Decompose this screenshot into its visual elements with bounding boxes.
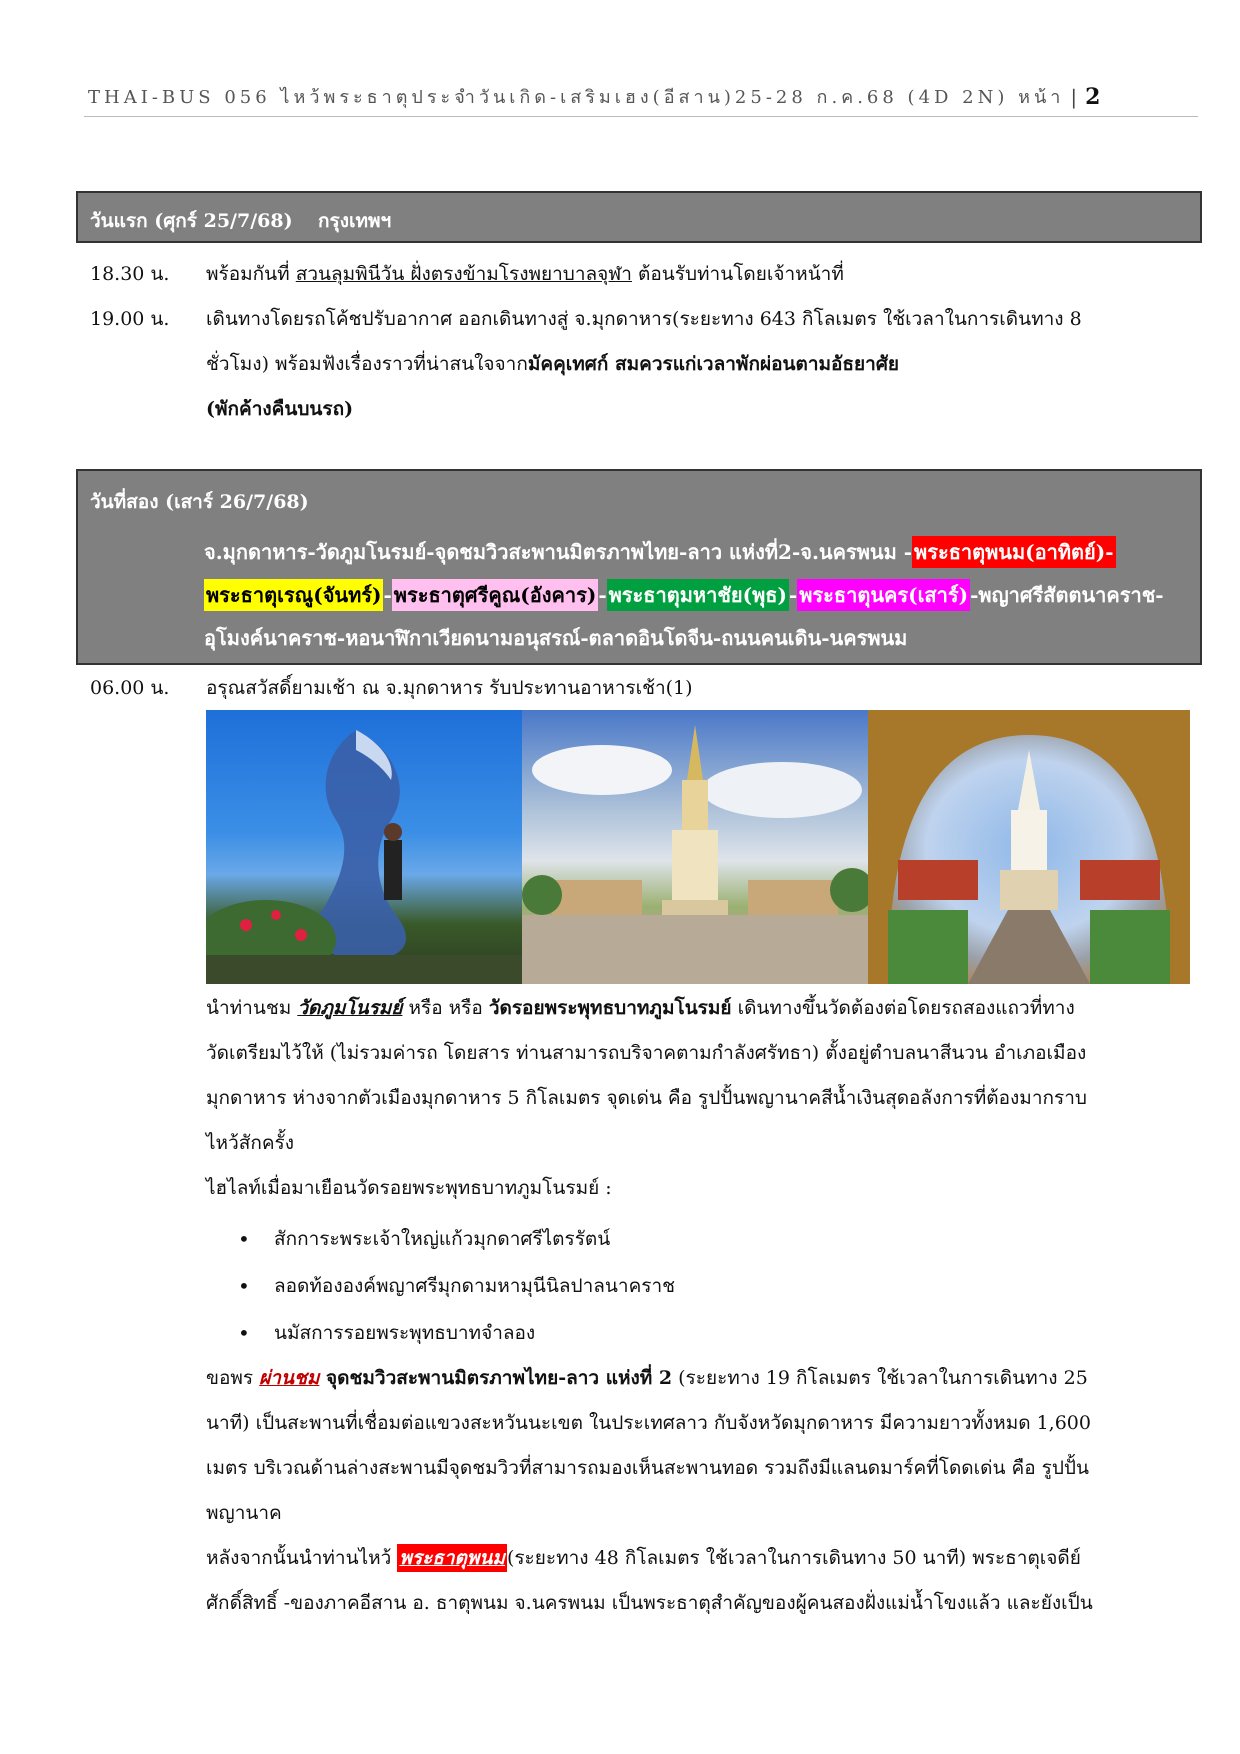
day2-route: จ.มุกดาหาร-วัดภูมโนรมย์-จุดชมวิวสะพานมิตรภาพไทย-ลาว แห่งที่2-จ.นครพนม - พระธาตุพนม(อาทิตย์)- พระธาตุเรณู(จันทร์) - พระธาตุศรีคูณ(อังคาร) - พระธาตุมหาชัย(พุธ) - พระธาตุนคร(เสาร์) -พญาศรีสัตตนาคราช- อุโมงค์นาคราช-หอนาฬิกาเวียดนามอนุสรณ์-ตลาดอินโดจีน-ถนนคนเดิน-นครพนม bbox=[204, 531, 1194, 660]
list-item: • สักการะพระเจ้าใหญ่แก้วมุกดาศรีไตรรัตน์ bbox=[238, 1216, 675, 1263]
item-text: อรุณสวัสดิ์ยามเช้า ณ จ.มุกดาหาร รับประทานอาหารเช้า(1) bbox=[206, 677, 693, 699]
highlight-saturday: พระธาตุนคร(เสาร์) bbox=[797, 579, 970, 611]
day1-title: วันแรก (ศุกร์ 25/7/68) bbox=[90, 210, 293, 232]
list-item: • นมัสการรอยพระพุทธบาทจำลอง bbox=[238, 1310, 675, 1357]
bridge-description: ขอพร ผ่านชม จุดชมวิวสะพานมิตรภาพไทย-ลาว แห่งที่ 2 (ระยะทาง 19 กิโลเมตร ใช้เวลาในการเดินทาง 25 นาที) เป็นสะพานที่เชื่อมต่อแขวงสะหวันนะเขต ในประเทศลาว กับจังหวัดมุกดาหาร มีความยาวทั้งหมด 1,600 เมตร บริเวณด้านล่างสะพานมีจุดชมวิวที่สามารถมองเห็นสะพานทอด รวมถึงมีแลนดมาร์คที่โดดเด่น คือ รูปปั้น พญานาค bbox=[206, 1367, 1091, 1524]
day1-item-1900 bbox=[90, 297, 1200, 432]
day2-item-0600 bbox=[90, 668, 1200, 708]
time-label: 19.00 น. bbox=[90, 308, 170, 330]
header-divider bbox=[84, 116, 1198, 117]
time-label: 06.00 น. bbox=[90, 677, 170, 699]
temple-alt-name: วัดรอยพระพุทธบาทภูมโนรมย์ bbox=[488, 997, 732, 1019]
phanom-description: หลังจากนั้นนำท่านไหว้ พระธาตุพนม (ระยะทาง 48 กิโลเมตร ใช้เวลาในการเดินทาง 50 นาที) พระธาตุเจดีย์ ศักดิ์สิทธิ์ -ของภาคอีสาน อ. ธาตุพนม จ.นครพนม เป็นพระธาตุสำคัญของผู้คนสองฝั่งแม่น้ำโขงแล้ว และยังเป็น bbox=[90, 1536, 1200, 1626]
item-text: พร้อมกันที่ สวนลุมพินีวัน ฝั่งตรงข้ามโรงพยาบาลจุฬา ต้อนรับท่านโดยเจ้าหน้าที่ bbox=[206, 263, 844, 285]
naga-statue-photo bbox=[206, 710, 522, 984]
highlight-list bbox=[238, 1216, 675, 1357]
day1-bar bbox=[76, 191, 1202, 243]
highlight-monday: พระธาตุเรณู(จันทร์) bbox=[204, 579, 383, 611]
highlight-wednesday: พระธาตุมหาชัย(พุธ) bbox=[607, 579, 789, 611]
item-text: เดินทางโดยรถโค้ชปรับอากาศ ออกเดินทางสู่ จ.มุกดาหาร(ระยะทาง 643 กิโลเมตร ใช้เวลาในการเดินทาง 8 ชั่วโมง) พร้อมฟังเรื่องราวที่น่าสนใจจากมัคคุเทศก์ สมควรแก่เวลาพักผ่อนตามอัธยาศัย (พักค้างคืนบนรถ) bbox=[206, 297, 1196, 432]
list-item: • ลอดท้ององค์พญาศรีมุกดามหามุนีนิลปาลนาคราช bbox=[238, 1263, 675, 1310]
temple-description: นำท่านชม วัดภูมโนรมย์ หรือ หรือ วัดรอยพระพุทธบาทภูมโนรมย์ เดินทางขึ้นวัดต้องต่อโดยรถสองแถวที่ทาง วัดเตรียมไว้ให้ (ไม่รวมค่ารถ โดยสาร ท่านสามารถบริจาคตามกำลังศรัทธา) ตั้งอยู่ตำบลนาสีนวน อำเภอเมือง มุกดาหาร ห่างจากตัวเมืองมุกดาหาร 5 กิโลเมตร จุดเด่น คือ รูปปั้นพญานาคสีน้ำเงินสุดอลังการที่ต้องมากราบ ไหว้สักครั้ง bbox=[206, 997, 1087, 1154]
overnight-note: (พักค้างคืนบนรถ) bbox=[206, 398, 354, 420]
day2-bar bbox=[76, 469, 1202, 665]
day2-title: วันที่สอง (เสาร์ 26/7/68) bbox=[90, 491, 309, 513]
day1-city: กรุงเทพฯ bbox=[318, 210, 392, 232]
highlight-tuesday: พระธาตุศรีคูณ(อังคาร) bbox=[392, 579, 599, 611]
temple-name: วัดภูมโนรมย์ bbox=[297, 997, 403, 1019]
naga-statue-illustration bbox=[206, 710, 522, 984]
meeting-place: สวนลุมพินีวัน ฝั่งตรงข้ามโรงพยาบาลจุฬา bbox=[295, 263, 632, 285]
highlight-sunday: พระธาตุพนม(อาทิตย์)- bbox=[912, 536, 1116, 568]
page-number: 2 bbox=[1085, 83, 1101, 110]
temple-arch-illustration bbox=[868, 710, 1190, 984]
header-title: THAI-BUS 056 ไหว้พระธาตุประจำวันเกิด-เสริมเฮง(อีสาน)25-28 ก.ค.68 (4D 2N) หน้า bbox=[88, 87, 1065, 108]
header-separator: | bbox=[1070, 84, 1078, 109]
time-label: 18.30 น. bbox=[90, 263, 170, 285]
phra-that-phanom-photo bbox=[522, 710, 868, 984]
phra-that-renu-photo bbox=[868, 710, 1190, 984]
highlight-heading: ไฮไลท์เมื่อมาเยือนวัดรอยพระพุทธบาทภูมโนรมย์ : bbox=[206, 1177, 612, 1199]
page-header bbox=[88, 82, 1198, 111]
day1-item-1830 bbox=[90, 252, 1200, 297]
stupa-illustration bbox=[522, 710, 868, 984]
pass-by-label: ผ่านชม bbox=[259, 1367, 320, 1389]
phanom-highlight: พระธาตุพนม bbox=[397, 1544, 507, 1572]
bridge-name: จุดชมวิวสะพานมิตรภาพไทย-ลาว แห่งที่ 2 bbox=[319, 1367, 673, 1389]
